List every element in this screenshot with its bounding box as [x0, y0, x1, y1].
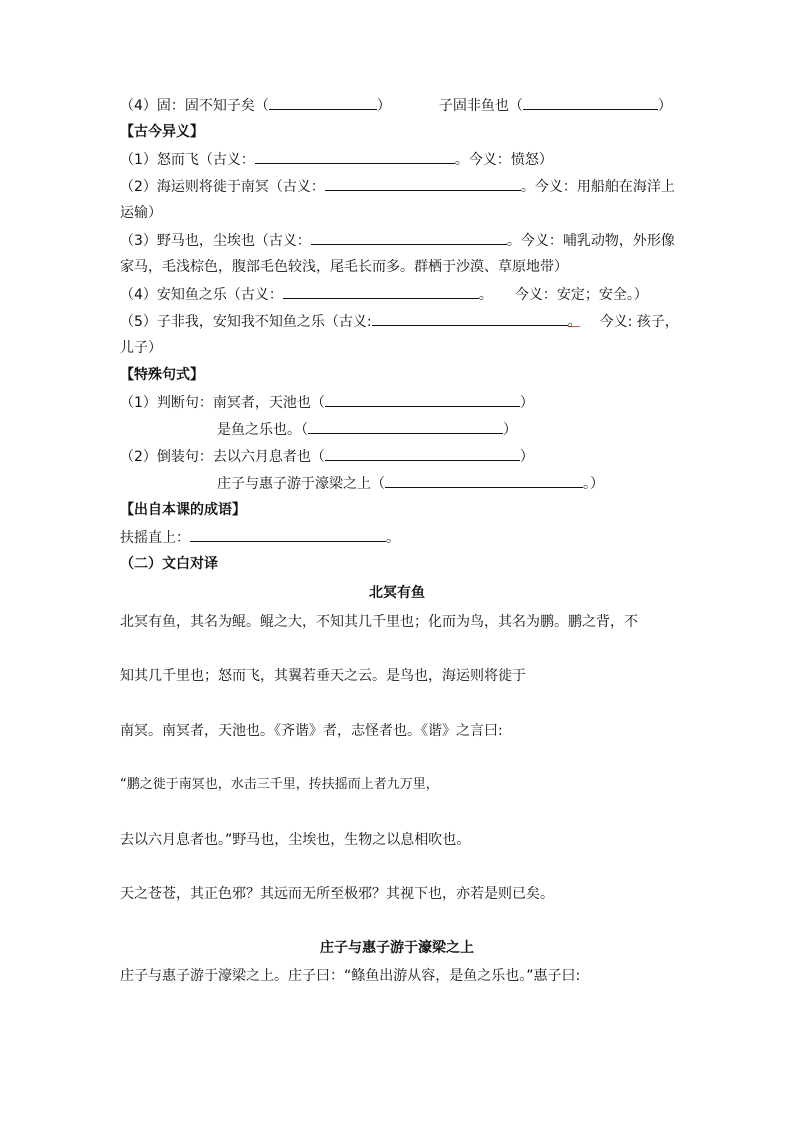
gujin-line-3-cont: 家马，毛浅棕色，腹部毛色较浅，尾毛长而多。群栖于沙漠、草原地带）: [120, 259, 568, 275]
gujin-line-5: [120, 311, 679, 332]
teshu-4-suffix: 。）: [583, 476, 604, 492]
chengyu-1-suffix: 。: [386, 530, 400, 546]
teshu-1-suffix: ）: [519, 395, 534, 411]
q4-prefix: （4）固：固不知子矣（: [120, 98, 269, 114]
teshu-line-2: [217, 419, 517, 440]
passage-title-zhuangzi: 庄子与惠子游于濠梁之上: [320, 940, 474, 956]
chengyu-1-blank[interactable]: [190, 527, 386, 542]
teshu-3-prefix: （2）倒装句：去以六月息者也（: [120, 449, 325, 465]
chengyu-line-1: [120, 527, 400, 548]
gujin-line-2: [120, 176, 675, 197]
q4-blank-1[interactable]: [269, 95, 377, 110]
gujin-5-prefix: （5）子非我，安知我不知鱼之乐（古义:: [120, 314, 372, 330]
gujin-5-suffix: 今义: 孩子，: [599, 314, 679, 330]
q4-suffix: ）: [376, 98, 391, 114]
gujin-5-blank[interactable]: [372, 311, 568, 326]
zhuangzi-line-1: 庄子与惠子游于濠梁之上。庄子曰：“鲦鱼出游从容，是鱼之乐也。”惠子曰:: [120, 968, 581, 984]
teshu-line-3: [120, 446, 534, 467]
beiming-line-5: 去以六月息者也。”野马也，尘埃也，生物之以息相吹也。: [120, 832, 471, 848]
beiming-line-1: 北冥有鱼，其名为鲲。鲲之大，不知其几千里也；化而为鸟，其名为鹏。鹏之背，不: [120, 614, 638, 630]
section-heading-wenbai: （二）文白对译: [120, 556, 218, 572]
gujin-2-blank[interactable]: [325, 176, 521, 191]
gujin-1-suffix: 。今义：愤怒）: [454, 152, 553, 168]
teshu-4-prefix: 庄子与惠子游于濠梁之上（: [217, 476, 385, 492]
gujin-line-3: [120, 230, 675, 251]
gujin-1-blank[interactable]: [255, 149, 455, 164]
section-heading-teshu: 【特殊句式】: [120, 367, 204, 383]
teshu-3-blank[interactable]: [325, 446, 520, 461]
gujin-3-blank[interactable]: [311, 230, 507, 245]
beiming-line-3: 南冥。南冥者，天池也。《齐谐》者，志怪者也。《谐》之言曰:: [120, 723, 503, 739]
q4-suffix-2: ）: [657, 98, 672, 114]
gujin-3-prefix: （3）野马也，尘埃也（古义：: [120, 233, 311, 249]
gujin-4-period: 。: [478, 287, 493, 303]
gujin-2-prefix: （2）海运则将徙于南冥（古义：: [120, 179, 325, 195]
gujin-4-prefix: （4）安知鱼之乐（古义：: [120, 287, 283, 303]
gujin-line-2-cont: 运输）: [120, 205, 162, 221]
gujin-3-suffix: 。今义：哺乳动物，外形像: [506, 233, 675, 249]
gujin-4-blank[interactable]: [283, 284, 479, 299]
teshu-3-suffix: ）: [519, 449, 534, 465]
teshu-2-blank[interactable]: [308, 419, 503, 434]
chengyu-1-prefix: 扶摇直上：: [120, 530, 190, 546]
teshu-line-4: [217, 473, 604, 494]
gujin-5-period: 。: [567, 314, 582, 330]
q4-line: [120, 95, 672, 116]
gujin-2-suffix: 。今义：用船舶在海洋上: [520, 179, 675, 195]
gujin-line-4: [120, 284, 648, 305]
teshu-1-prefix: （1）判断句：南冥者，天池也（: [120, 395, 325, 411]
teshu-1-blank[interactable]: [325, 392, 520, 407]
q4-prefix-2: 子固非鱼也（: [438, 98, 523, 114]
beiming-line-2: 知其几千里也；怒而飞，其翼若垂天之云。是鸟也，海运则将徙于: [120, 668, 526, 684]
teshu-line-1: [120, 392, 534, 413]
gujin-1-prefix: （1）怒而飞（古义：: [120, 152, 255, 168]
teshu-2-prefix: 是鱼之乐也。（: [217, 422, 308, 438]
passage-title-beiming: 北冥有鱼: [369, 585, 425, 601]
beiming-line-4: “鹏之徙于南冥也，水击三千里，抟扶摇而上者九万里，: [120, 777, 439, 792]
teshu-4-blank[interactable]: [385, 473, 583, 488]
section-heading-chengyu: 【出自本课的成语】: [120, 502, 246, 518]
section-heading-gujin: 【古今异义】: [120, 124, 204, 140]
beiming-line-6: 天之苍苍，其正色邪？其远而无所至极邪？其视下也，亦若是则已矣。: [120, 886, 554, 902]
gujin-line-1: [120, 149, 553, 170]
gujin-4-suffix: 今义：安定；安全。）: [514, 287, 648, 303]
teshu-2-suffix: ）: [503, 422, 517, 438]
gujin-line-5-cont: 儿子）: [120, 340, 162, 356]
q4-blank-2[interactable]: [523, 95, 658, 110]
